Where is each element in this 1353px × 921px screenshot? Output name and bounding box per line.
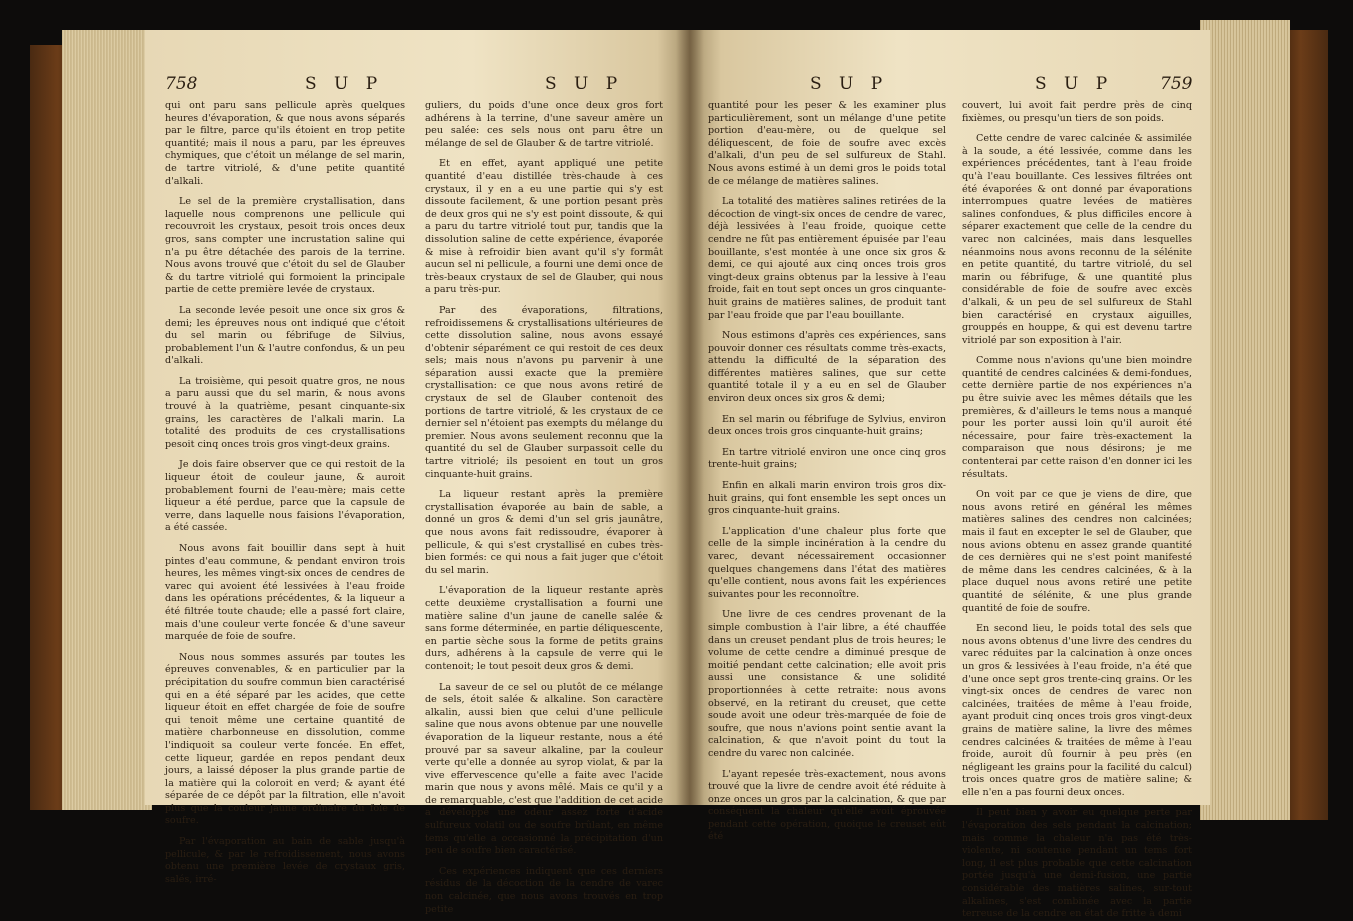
paragraph: Par l'évaporation au bain de sable jusqu'à pellicule, & par le refroidissement, nous avons obtenu une première levée de crystaux gris, salés, irré- xyxy=(165,836,405,885)
paragraph: L'ayant repesée très-exactement, nous avons trouvé que la livre de cendre avoit été réduite à onze onces un gros par la calcination, & que par conséquent la chaleur qu'elle avoit éprouvée pendant cette opération, quoique le creuset eût été xyxy=(708,768,946,843)
running-head-right-col1: S U P xyxy=(810,74,889,94)
paragraph: Une livre de ces cendres provenant de la simple combustion à l'air libre, a été chauffée dans un creuset pendant plus de trois heures; le volume de cette cendre a diminué presque de moitié pendant cette calcination; elle avoit pris aussi une consistance & une solidité proportionnées à cette retraite: nous avons observé, en la retirant du creuset, que cette soude avoit une odeur très-marquée de foie de soufre, que nous n'avions point sentie avant la calcination, & que n'avoit point du tout la cendre du varec non calcinée. xyxy=(708,609,946,759)
right-page-column-1 xyxy=(708,100,946,843)
paragraph: quantité pour les peser & les examiner plus particulièrement, sont un mélange d'une petite portion d'eau-mère, ou de quelque sel déliquescent, de foie de soufre avec excès d'alkali, d'un peu de sel sulfureux de Stahl. Nous avons estimé à un demi gros le poids total de ce mélange de matières salines. xyxy=(708,100,946,187)
paragraph: L'évaporation de la liqueur restante après cette deuxième crystallisation a fourni une matière saline d'un jaune de canelle salée & sans forme déterminée, en partie déliquescente, en partie sèche sous la forme de petits grains durs, adhérens à la capsule de verre qui le contenoit; le tout pesoit deux gros & demi. xyxy=(425,585,663,672)
paragraph: Nous avons fait bouillir dans sept à huit pintes d'eau commune, & pendant environ trois heures, les mêmes vingt-six onces de cendres de varec qui avoient été lessivées à l'eau froide dans les opérations précédentes, & la liqueur a été filtrée toute chaude; elle a passé fort claire, mais d'une couleur verte foncée & d'une saveur marquée de foie de soufre. xyxy=(165,543,405,643)
right-page xyxy=(690,30,1210,920)
paragraph: Et en effet, ayant appliqué une petite quantité d'eau distillée très-chaude à ces crystaux, il y en a eu une partie qui s'y est dissoute facilement, & une portion pesant près de deux gros qui ne s'y est point dissoute, & qui a paru du tartre vitriolé tout pur, tandis que la dissolution saline de cette expérience, évaporée & mise à refroidir bien avant qu'il s'y formât aucun sel ni pellicule, a fourni une demi once de très-beaux crystaux de sel de Glauber, qui nous a paru très-pur. xyxy=(425,158,663,296)
paragraph: qui ont paru sans pellicule après quelques heures d'évaporation, & que nous avons séparés par le filtre, parce qu'ils étoient en trop petite quantité; mais il nous a paru, par les épreuves chymiques, que c'étoit un mélange de sel marin, de tartre vitriolé, & d'une petite quantité d'alkali. xyxy=(165,100,405,187)
paragraph: La seconde levée pesoit une once six gros & demi; les épreuves nous ont indiqué que c'étoit du sel marin ou fébrifuge de Silvius, probablement l'un & l'autre confondus, & un peu d'alkali. xyxy=(165,304,405,367)
paragraph: La troisième, qui pesoit quatre gros, ne nous a paru aussi que du sel marin, & nous avons trouvé à la quatrième, pesant cinquante-six grains, les caractères de l'alkali marin. La totalité des produits de ces crystallisations pesoit cinq onces trois gros vingt-deux grains. xyxy=(165,375,405,450)
paragraph: Nous estimons d'après ces expériences, sans pouvoir donner ces résultats comme très-exacts, attendu la difficulté de la séparation des différentes matières salines, que sur cette quantité totale il y a eu en sel de Glauber environ deux onces six gros & demi; xyxy=(708,330,946,405)
paragraph: En tartre vitriolé environ une once cinq gros trente-huit grains; xyxy=(708,446,946,471)
paragraph: En sel marin ou fébrifuge de Sylvius, environ deux onces trois gros cinquante-huit grains; xyxy=(708,413,946,438)
page-edges-left xyxy=(62,30,152,810)
paragraph: Comme nous n'avions qu'une bien moindre quantité de cendres calcinées & demi-fondues, cette dernière partie de nos expériences n'a pu être suivie avec les mêmes détails que les premières, & d'ailleurs le tems nous a manqué pour les porter aussi loin qu'il auroit été nécessaire, pour faire très-exactement la comparaison que nous désirons; je me contenterai par cette raison d'en donner ici les résultats. xyxy=(962,355,1192,480)
left-page-column-1 xyxy=(165,100,405,885)
paragraph: couvert, lui avoit fait perdre près de cinq fixièmes, ou presqu'un tiers de son poids. xyxy=(962,100,1192,124)
page-number-left: 758 xyxy=(165,74,198,94)
page-edges-right xyxy=(1200,20,1290,820)
paragraph: Enfin en alkali marin environ trois gros dix-huit grains, qui font ensemble les sept onces un gros cinquante-huit grains. xyxy=(708,480,946,517)
running-head-left-col2: S U P xyxy=(545,74,624,94)
paragraph: Par des évaporations, filtrations, refroidissemens & crystallisations ultérieures de cette dissolution saline, nous avons essayé d'obtenir séparément ce qui restoit de ces deux sels; mais nous n'avons pu parvenir à une séparation aussi exacte que la première crystallisation: ce que nous avons retiré de crystaux de sel de Glauber contenoit des portions de tartre vitriolé, & les crystaux de ce dernier sel n'étoient pas exempts du mélange du premier. Nous avons seulement reconnu que la quantité du sel de Glauber surpassoit celle du tartre vitriolé; ils pesoient en tout un gros cinquante-huit grains. xyxy=(425,304,663,480)
left-page xyxy=(145,30,690,915)
running-head-right-col2: S U P xyxy=(1035,74,1114,94)
left-page-column-2 xyxy=(425,100,663,915)
paragraph: On voit par ce que je viens de dire, que nous avons retiré en général les mêmes matières salines des cendres non calcinées; mais il faut en excepter le sel de Glauber, que nous avions obtenu en assez grande quantité de ces dernières qui ne s'est point manifesté de même dans les cendres calcinées, & à la place duquel nous avons retiré une petite quantité de sélénite, & une plus grande quantité de foie de soufre. xyxy=(962,489,1192,614)
running-head-left-col1: S U P xyxy=(305,74,384,94)
paragraph: La liqueur restant après la première crystallisation évaporée au bain de sable, a donné un gros & demi d'un sel gris jaunâtre, que nous avons fait redissoudre, évaporer à pellicule, & qui s'est crystallisé en cubes très-bien formés: ce qui nous a fait juger que c'étoit du sel marin. xyxy=(425,489,663,576)
paragraph: La totalité des matières salines retirées de la décoction de vingt-six onces de cendre de varec, déjà lessivées à l'eau froide, quoique cette cendre ne fût pas entièrement épuisée par l'eau bouillante, s'est montée à une once six gros & demi, ce qui ajouté aux cinq onces trois gros vingt-deux grains obtenus par la lessive à l'eau froide, fait en tout sept onces un gros cinquante-huit grains de matières salines, de produit tant par l'eau froide que par l'eau bouillante. xyxy=(708,196,946,321)
right-page-column-2 xyxy=(962,100,1192,920)
paragraph: Nous nous sommes assurés par toutes les épreuves convenables, & en particulier par la précipitation du soufre commun bien caractérisé qui en a été séparé par les acides, que cette liqueur étoit en effet chargée de foie de soufre qui tenoit même une certaine quantité de matière charbonneuse en dissolution, comme l'indiquoit sa couleur verte foncée. En effet, cette liqueur, gardée en repos pendant deux jours, a laissé déposer la plus grande partie de la matière qui la coloroit en verd; & ayant été séparée de ce dépôt par la filtration, elle n'avoit plus que la couleur jaune ordinaire du foie de soufre. xyxy=(165,651,405,827)
paragraph: En second lieu, le poids total des sels que nous avons obtenus d'une livre des cendres du varec réduites par la calcination à onze onces un gros & lessivées à l'eau froide, n'a été que d'une once sept gros trente-cinq grains. Or les vingt-six onces de cendres de varec non calcinées, traitées de même à l'eau froide, ayant produit cinq onces trois gros vingt-deux grains de matière saline, la livre des mêmes cendres calcinées & traitées de même à l'eau froide, auroit dû fournir à peu près (en négligeant les grains pour la facilité du calcul) trois onces quatre gros de matière saline; & elle n'en a pas fourni deux onces. xyxy=(962,623,1192,798)
paragraph: guliers, du poids d'une once deux gros fort adhérens à la terrine, d'une saveur amère un peu salée: ces sels nous ont paru être un mélange de sel de Glauber & de tartre vitriolé. xyxy=(425,100,663,149)
paragraph: L'application d'une chaleur plus forte que celle de la simple incinération à la cendre du varec, devant nécessairement occasionner quelques changemens dans l'état des matières qu'elle contient, nous avons fait les expériences suivantes pour les reconnoître. xyxy=(708,525,946,600)
paragraph: Cette cendre de varec calcinée & assimilée à la soude, a été lessivée, comme dans les expériences précédentes, tant à l'eau froide qu'à l'eau bouillante. Ces lessives filtrées ont été évaporées & ont donné par évaporations interrompues quatre levées de matières salines confondues, & plus difficiles encore à séparer exactement que celle de la cendre du varec non calcinées, mais dans lesquelles néanmoins nous avons reconnu de la sélénite en petite quantité, du tartre vitriolé, du sel marin ou fébrifuge, & une quantité plus considérable de foie de soufre avec excès d'alkali, & un peu de sel sulfureux de Stahl bien caractérisé en crystaux aiguilles, grouppés en houppe, & qui est devenu tartre vitriolé par son exposition à l'air. xyxy=(962,133,1192,346)
paragraph: Il peut bien y avoir eu quelque perte par l'évaporation des sels pendant la calcination; mais comme la chaleur n'a pas été très-violente, ni soutenue pendant un tems fort long, il est plus probable que cette calcination portée jusqu'à une demi-fusion, une partie considérable des matières salines, sur-tout alkalines, s'est combinée avec la partie terreuse de la cendre en état de fritte à demi xyxy=(962,807,1192,920)
page-number-right: 759 xyxy=(1160,74,1193,94)
paragraph: Ces expériences indiquent que ces derniers résidus de la décoction de la cendre de varec non calcinée, que nous avons trouvés en trop petite xyxy=(425,865,663,915)
paragraph: Je dois faire observer que ce qui restoit de la liqueur étoit de couleur jaune, & auroit probablement fourni de l'eau-mère; mais cette liqueur a été perdue, parce que la capsule de verre, dans laquelle nous faisions l'évaporation, a été cassée. xyxy=(165,459,405,534)
paragraph: Le sel de la première crystallisation, dans laquelle nous comprenons une pellicule qui recouvroit les crystaux, pesoit trois onces deux gros, sans compter une incrustation saline qui n'a pu être détachée des parois de la terrine. Nous avons trouvé que c'étoit du sel de Glauber & du tartre vitriolé qui formoient la principale partie de cette première levée de crystaux. xyxy=(165,196,405,296)
book-gutter xyxy=(676,30,704,805)
paragraph: La saveur de ce sel ou plutôt de ce mélange de sels, étoit salée & alkaline. Son caractère alkalin, aussi bien que celui d'une pellicule saline que nous avons obtenue par une nouvelle évaporation de la liqueur restante, nous a été prouvé par sa saveur alkaline, par la couleur verte qu'elle a donnée au syrop violat, & par la vive effervescence qu'elle a faite avec l'acide marin que nous y avons mêlé. Mais ce qu'il y a de remarquable, c'est que l'addition de cet acide a développé une odeur assez forte d'acide sulfureux volatil ou de soufre brûlant, en même tems qu'elle a occasionné la précipitation d'un peu de soufre bien caractérisé. xyxy=(425,681,663,857)
